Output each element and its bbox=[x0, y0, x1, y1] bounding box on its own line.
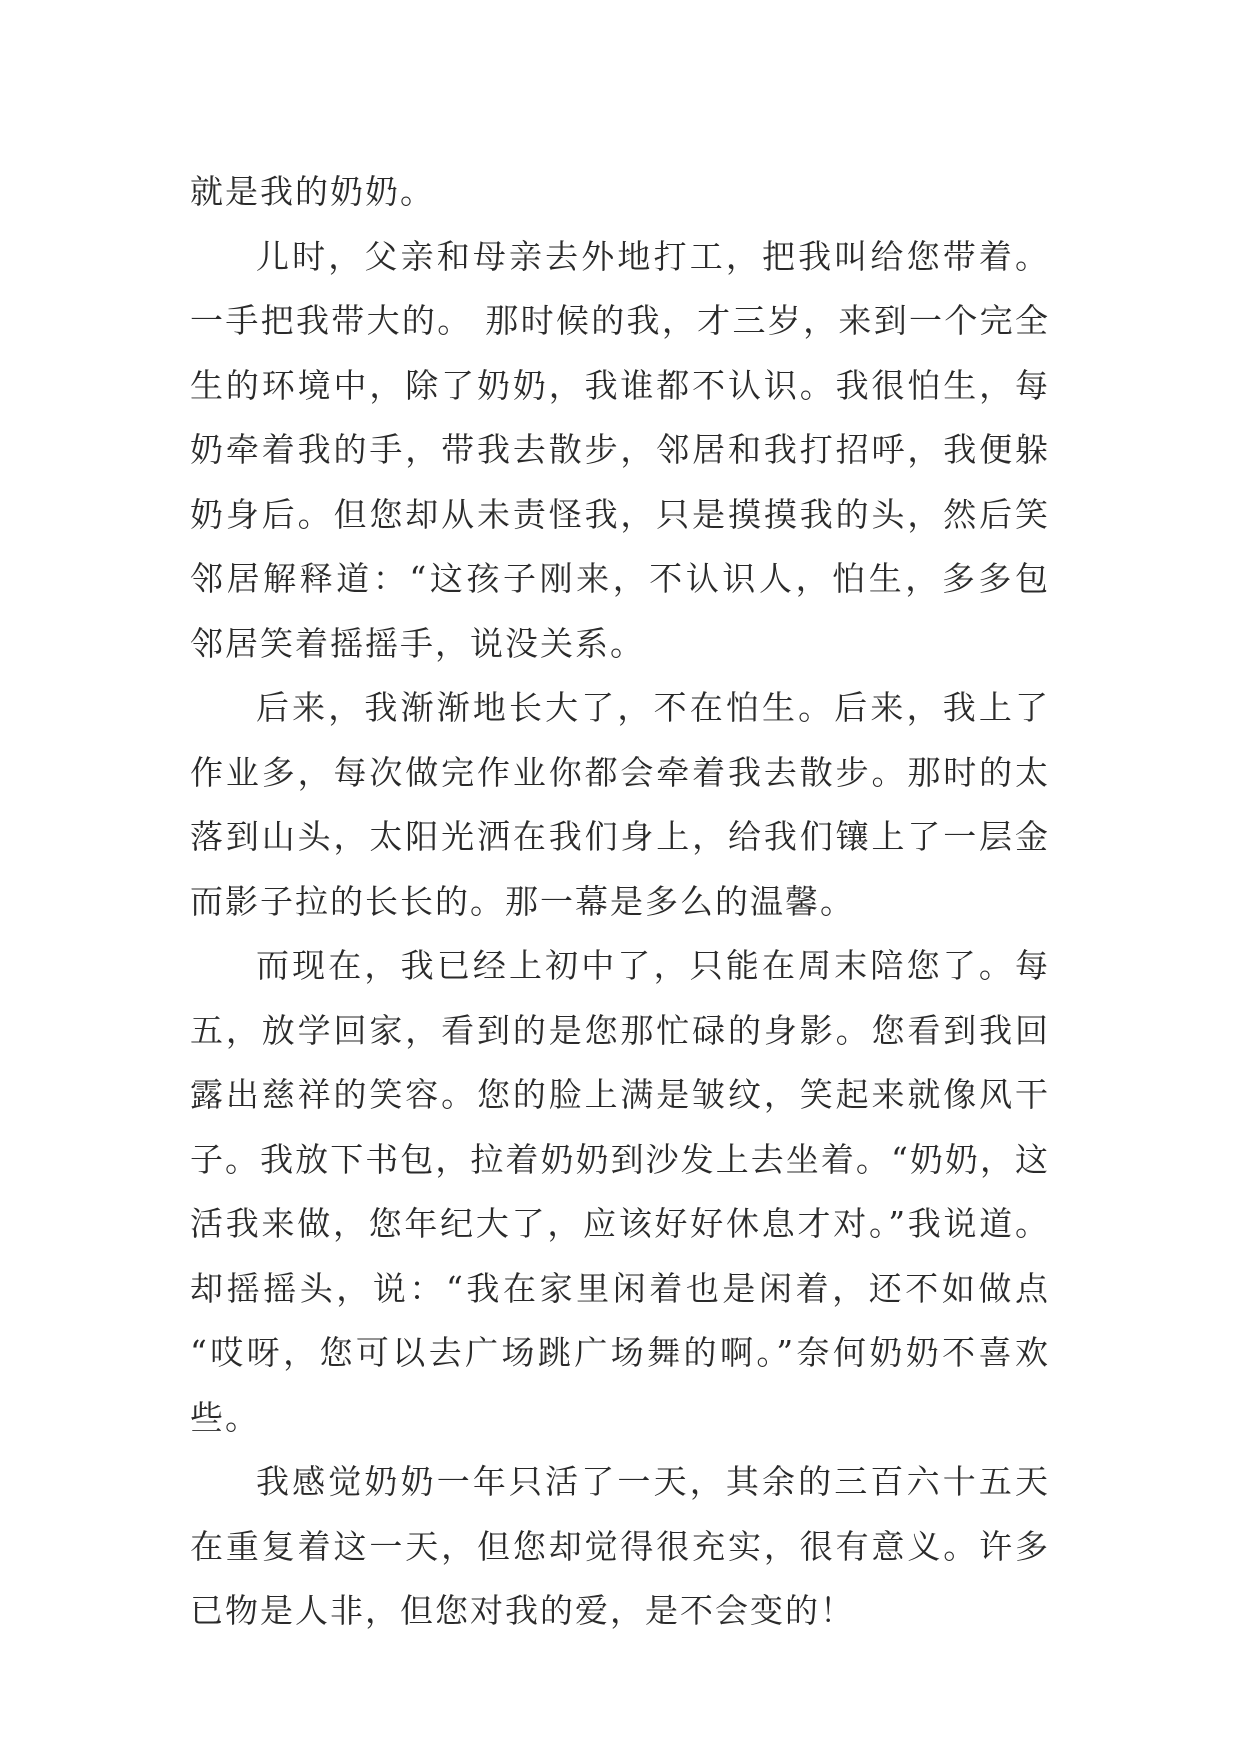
essay-body bbox=[190, 160, 1050, 1644]
text-line: 却摇摇头，说：“我在家里闲着也是闲着，还不如做点 bbox=[190, 1268, 1050, 1308]
text-line: 落到山头，太阳光洒在我们身上，给我们镶上了一层金 bbox=[190, 817, 1050, 856]
text-line: 我感觉奶奶一年只活了一天，其余的三百六十五天 bbox=[256, 1462, 1050, 1501]
text-line: 而现在，我已经上初中了，只能在周末陪您了。每 bbox=[256, 946, 1050, 985]
text-line: 露出慈祥的笑容。您的脸上满是皱纹，笑起来就像风干 bbox=[190, 1075, 1050, 1114]
text-line: 邻居解释道：“这孩子刚来，不认识人，怕生，多多包 bbox=[190, 559, 1050, 598]
text-line: 一手把我带大的。 那时候的我，才三岁，来到一个完全 bbox=[190, 301, 1050, 340]
text-line: 邻居笑着摇摇手，说没关系。 bbox=[190, 623, 645, 663]
text-line: 而影子拉的长长的。那一幕是多么的温馨。 bbox=[190, 881, 855, 921]
text-line: 活我来做，您年纪大了，应该好好休息才对。”我说道。 bbox=[190, 1204, 1050, 1243]
text-line: 奶牵着我的手，带我去散步，邻居和我打招呼，我便躲 bbox=[190, 430, 1050, 469]
text-line: “哎呀，您可以去广场跳广场舞的啊。”奈何奶奶不喜欢 bbox=[190, 1333, 1050, 1372]
text-line: 奶身后。但您却从未责怪我，只是摸摸我的头，然后笑 bbox=[190, 494, 1050, 534]
text-line: 些。 bbox=[190, 1397, 260, 1437]
text-line: 就是我的奶奶。 bbox=[190, 172, 435, 211]
text-line: 已物是人非，但您对我的爱，是不会变的！ bbox=[190, 1591, 855, 1630]
text-line: 子。我放下书包，拉着奶奶到沙发上去坐着。“奶奶，这 bbox=[190, 1139, 1050, 1179]
text-line: 生的环境中，除了奶奶，我谁都不认识。我很怕生，每 bbox=[190, 365, 1050, 405]
text-line: 五，放学回家，看到的是您那忙碌的身影。您看到我回 bbox=[190, 1010, 1050, 1050]
text-line: 作业多，每次做完作业你都会牵着我去散步。那时的太 bbox=[190, 752, 1050, 792]
text-line: 后来，我渐渐地长大了，不在怕生。后来，我上了 bbox=[256, 688, 1050, 727]
text-line: 在重复着这一天，但您却觉得很充实，很有意义。许多 bbox=[190, 1526, 1050, 1566]
text-line: 儿时，父亲和母亲去外地打工，把我叫给您带着。 bbox=[256, 236, 1050, 276]
